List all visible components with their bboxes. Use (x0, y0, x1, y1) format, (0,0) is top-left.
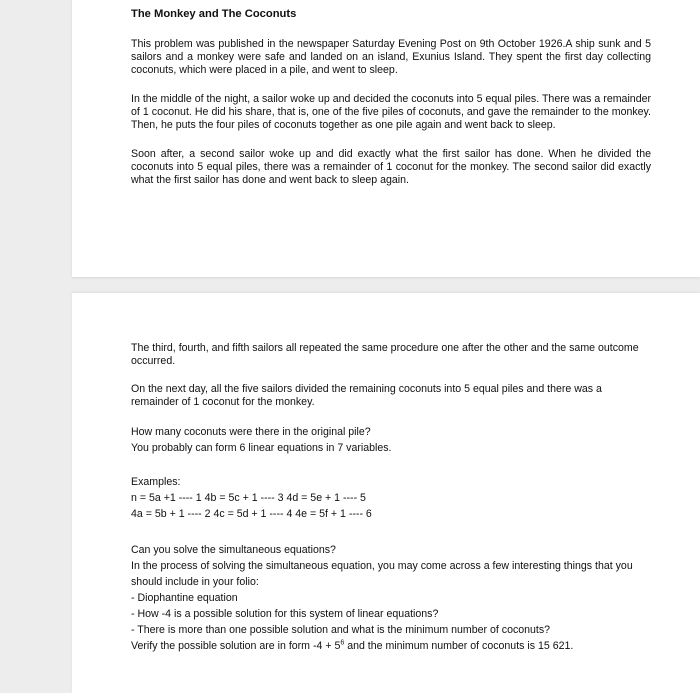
equation-line: 4a = 5b + 1 ---- 2 4c = 5d + 1 ---- 4 4e = 5f + 1 ---- 6 (131, 508, 372, 520)
question-line: How many coconuts were there in the original pile? (131, 426, 371, 438)
verify-prefix: Verify the possible solution are in form -4 + 5 (131, 640, 341, 652)
next-day-paragraph: On the next day, all the five sailors divided the remaining coconuts into 5 equal piles and there was a remainder of 1 coconut for the monkey. (131, 383, 602, 408)
spacer (131, 522, 651, 542)
intro-paragraph: This problem was published in the newspaper Saturday Evening Post on 9th October 1926.A ship sunk and 5 sailors and a monkey were safe and landed on an island, Exunius Island. They spent the first day collecting coconuts, which were placed in a pile, and went to sleep. (131, 38, 651, 76)
examples-label: Examples: (131, 476, 181, 488)
equation-line: n = 5a +1 ---- 1 4b = 5c + 1 ---- 3 4d = 5e + 1 ---- 5 (131, 492, 366, 504)
verify-suffix: and the minimum number of coconuts is 15 621. (344, 640, 574, 652)
folio-item-diophantine: - Diophantine equation (131, 592, 238, 604)
folio-item-negative-solution: - How -4 is a possible solution for this system of linear equations? (131, 608, 439, 620)
solve-question: Can you solve the simultaneous equations? (131, 544, 336, 556)
document-page-1 (72, 0, 700, 277)
second-sailor-paragraph: Soon after, a second sailor woke up and did exactly what the first sailor has done. When he divided the coconuts into 5 equal piles, there was a remainder of 1 coconut for the monkey. The second sailor did exactly what the first sailor has done and went back to sleep again. (131, 148, 651, 186)
folio-item-minimum: - There is more than one possible solution and what is the minimum number of coconuts? (131, 624, 551, 636)
verify-exponent: 6 (340, 639, 345, 647)
spacer (131, 456, 651, 474)
page-2-content (131, 342, 651, 654)
folio-instruction: In the process of solving the simultaneous equation, you may come across a few interesting things that you should include in your folio: (131, 560, 633, 588)
other-sailors-paragraph: The third, fourth, and fifth sailors all repeated the same procedure one after the other and the same outcome occurred. (131, 342, 639, 367)
first-sailor-paragraph: In the middle of the night, a sailor woke up and decided the coconuts into 5 equal piles. There was a remainder of 1 coconut. He did his share, that is, one of the five piles of coconuts, and gave the remainder to the monkey. Then, he puts the four piles of coconuts together as one pile again and went back to sleep. (131, 93, 651, 131)
verify-line (131, 638, 651, 654)
page-1-content (131, 8, 651, 203)
hint-line: You probably can form 6 linear equations in 7 variables. (131, 442, 392, 454)
document-page-2 (72, 293, 700, 693)
document-title: The Monkey and The Coconuts (131, 8, 297, 20)
